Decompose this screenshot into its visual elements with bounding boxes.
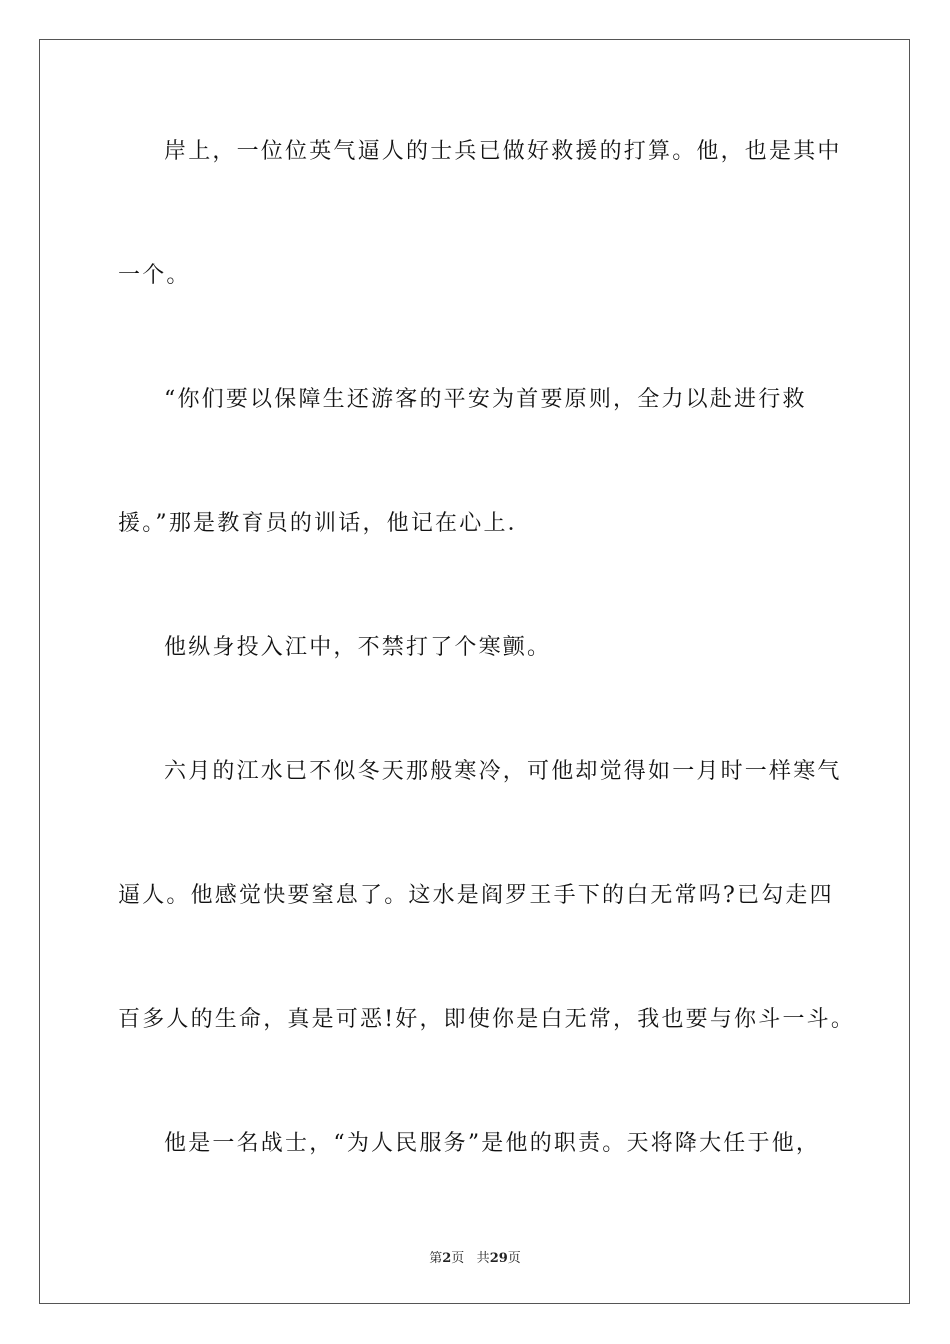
paragraph-line: 六月的江水已不似冬天那般寒冷，可他却觉得如一月时一样寒气 bbox=[164, 759, 842, 784]
paragraph-line: 逼人。他感觉快要窒息了。这水是阎罗王手下的白无常吗?已勾走四 bbox=[118, 883, 834, 908]
page-border bbox=[39, 39, 910, 1304]
total-suffix: 页 bbox=[507, 1251, 521, 1266]
paragraph-line: 他是一名战士，“为人民服务”是他的职责。天将降大任于他， bbox=[164, 1131, 821, 1156]
paragraph-line: “你们要以保障生还游客的平安为首要原则，全力以赴进行救 bbox=[164, 387, 807, 412]
paragraph-line: 岸上，一位位英气逼人的士兵已做好救援的打算。他，也是其中 bbox=[164, 139, 842, 164]
paragraph-line: 援。”那是教育员的训话，他记在心上． bbox=[118, 511, 532, 536]
total-pages: 29 bbox=[489, 1251, 508, 1266]
total-prefix: 共 bbox=[476, 1251, 490, 1266]
paragraph-line: 他纵身投入江中，不禁打了个寒颤。 bbox=[164, 635, 552, 660]
page-prefix: 第 bbox=[429, 1251, 443, 1266]
paragraph-line: 百多人的生命，真是可恶!好，即使你是白无常，我也要与你斗一斗。 bbox=[118, 1007, 856, 1032]
paragraph-line: 一个。 bbox=[118, 263, 191, 288]
page-suffix: 页 bbox=[451, 1251, 465, 1266]
page-number: 2 bbox=[442, 1251, 452, 1266]
page-footer bbox=[0, 1247, 950, 1266]
